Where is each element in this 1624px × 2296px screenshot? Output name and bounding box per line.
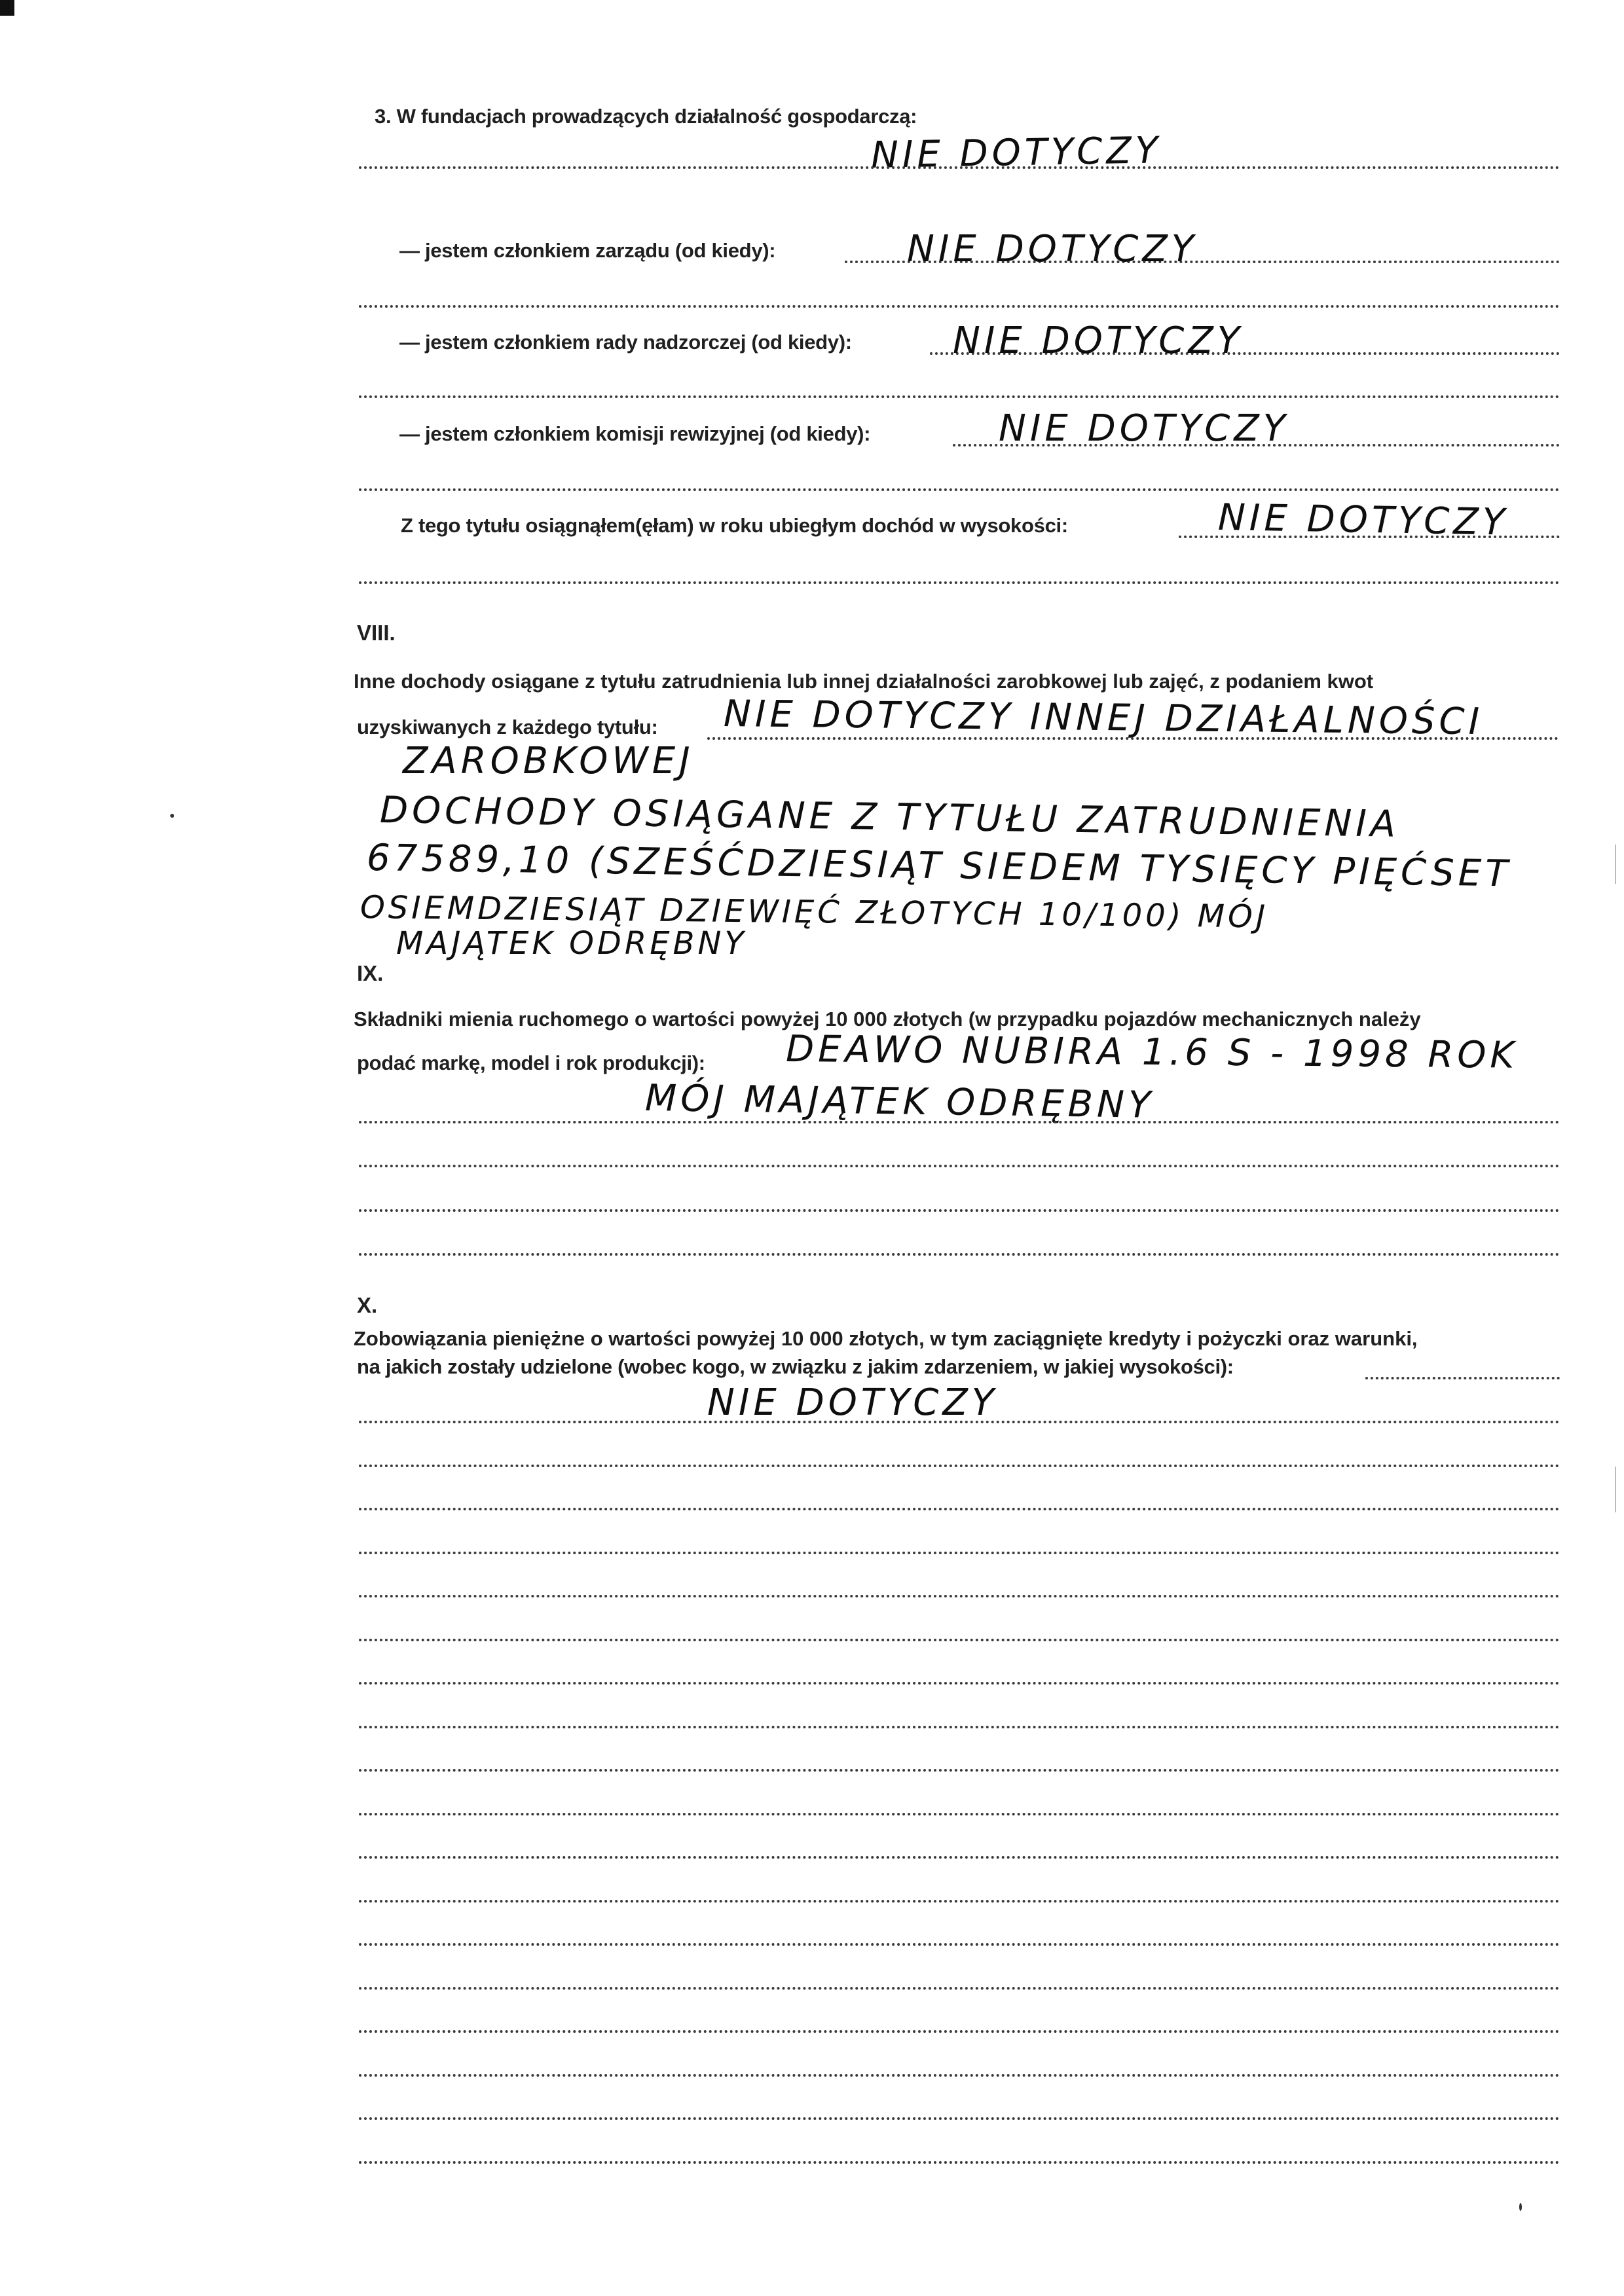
section-viii-answer-2: ZAROBKOWEJ (403, 740, 694, 782)
section-viii-heading: VIII. (357, 621, 396, 645)
dotted-line (359, 1856, 1560, 1859)
dotted-line (359, 1726, 1560, 1728)
supervisory-member-label: — jestem członkiem rady nadzorczej (od kiedy): (399, 331, 852, 354)
board-member-answer: NIE DOTYCZY (907, 228, 1198, 270)
scan-edge-mark (1615, 845, 1624, 884)
section-ix-text-line1: Składniki mienia ruchomego o wartości powyżej 10 000 złotych (w przypadku pojazdów mechanicznych należy (354, 1008, 1421, 1030)
section-x-text-line2: na jakich zostały udzielone (wobec kogo, w związku z jakim zdarzeniem, w jakiej wysokości): (357, 1355, 1234, 1378)
dotted-line (359, 1769, 1560, 1772)
income-answer: NIE DOTYCZY (1217, 496, 1509, 544)
board-member-label: — jestem członkiem zarządu (od kiedy): (399, 239, 776, 262)
dotted-line (359, 1209, 1560, 1212)
supervisory-member-answer: NIE DOTYCZY (953, 319, 1244, 362)
dotted-line (359, 1987, 1560, 1990)
section-viii-answer-3: DOCHODY OSIĄGANE Z TYTUŁU ZATRUDNIENIA (379, 789, 1400, 846)
dotted-line (359, 488, 1560, 491)
scan-speck (1519, 2203, 1522, 2211)
scan-corner-mark (0, 0, 14, 16)
scan-edge-mark (1615, 1467, 1624, 1512)
dotted-line (359, 166, 1560, 169)
section-viii-answer-4: 67589,10 (SZEŚĆDZIESIĄT SIEDEM TYSIĘCY PIĘĆSET (366, 837, 1512, 896)
dotted-line (359, 395, 1560, 398)
section-viii-text-line2: uzyskiwanych z każdego tytułu: (357, 716, 658, 738)
dotted-line (359, 1943, 1560, 1946)
dotted-line (359, 1900, 1560, 1903)
dotted-line (1365, 1377, 1560, 1379)
dotted-line (359, 2117, 1560, 2120)
audit-member-label: — jestem członkiem komisji rewizyjnej (od kiedy): (399, 422, 871, 445)
section-3-title: 3. W fundacjach prowadzących działalność gospodarczą: (375, 105, 917, 128)
section-ix-answer-2: MÓJ MAJĄTEK ODRĘBNY (644, 1077, 1155, 1127)
dotted-line (359, 1595, 1560, 1597)
dotted-line (359, 1121, 1560, 1123)
section-viii-answer-6: MAJĄTEK ODRĘBNY (396, 925, 747, 962)
section-x-answer: NIE DOTYCZY (707, 1381, 998, 1424)
dotted-line (359, 1421, 1560, 1423)
dotted-line (359, 1639, 1560, 1641)
dotted-line (359, 2074, 1560, 2077)
section-3-answer: NIE DOTYCZY (870, 129, 1162, 177)
dotted-line (359, 1508, 1560, 1510)
section-viii-answer-5: OSIEMDZIESIĄT DZIEWIĘĆ ZŁOTYCH 10/100) MÓJ (360, 889, 1269, 936)
section-viii-answer-1: NIE DOTYCZY INNEJ DZIAŁALNOŚCI (723, 693, 1484, 744)
dotted-line (359, 1552, 1560, 1554)
dotted-line (359, 2161, 1560, 2164)
dotted-line (359, 1682, 1560, 1685)
section-x-text-line1: Zobowiązania pieniężne o wartości powyżej 10 000 złotych, w tym zaciągnięte kredyty i pożyczki oraz warunki, (354, 1327, 1418, 1350)
section-ix-heading: IX. (357, 961, 384, 985)
section-x-heading: X. (357, 1293, 378, 1317)
income-label: Z tego tytułu osiągnąłem(ęłam) w roku ubiegłym dochód w wysokości: (401, 514, 1068, 537)
section-viii-text-line1: Inne dochody osiągane z tytułu zatrudnienia lub innej działalności zarobkowej lub zajęć, z podaniem kwot (354, 670, 1374, 693)
dotted-line (359, 305, 1560, 308)
section-ix-answer-1: DEAWO NUBIRA 1.6 S - 1998 ROK (785, 1028, 1519, 1077)
dotted-line (359, 1465, 1560, 1467)
scan-speck (170, 814, 174, 818)
dotted-line (359, 581, 1560, 584)
audit-member-answer: NIE DOTYCZY (999, 407, 1289, 450)
dotted-line (359, 1253, 1560, 1256)
dotted-line (359, 1813, 1560, 1815)
section-ix-text-line2: podać markę, model i rok produkcji): (357, 1051, 705, 1074)
dotted-line (359, 1165, 1560, 1167)
dotted-line (359, 2030, 1560, 2033)
